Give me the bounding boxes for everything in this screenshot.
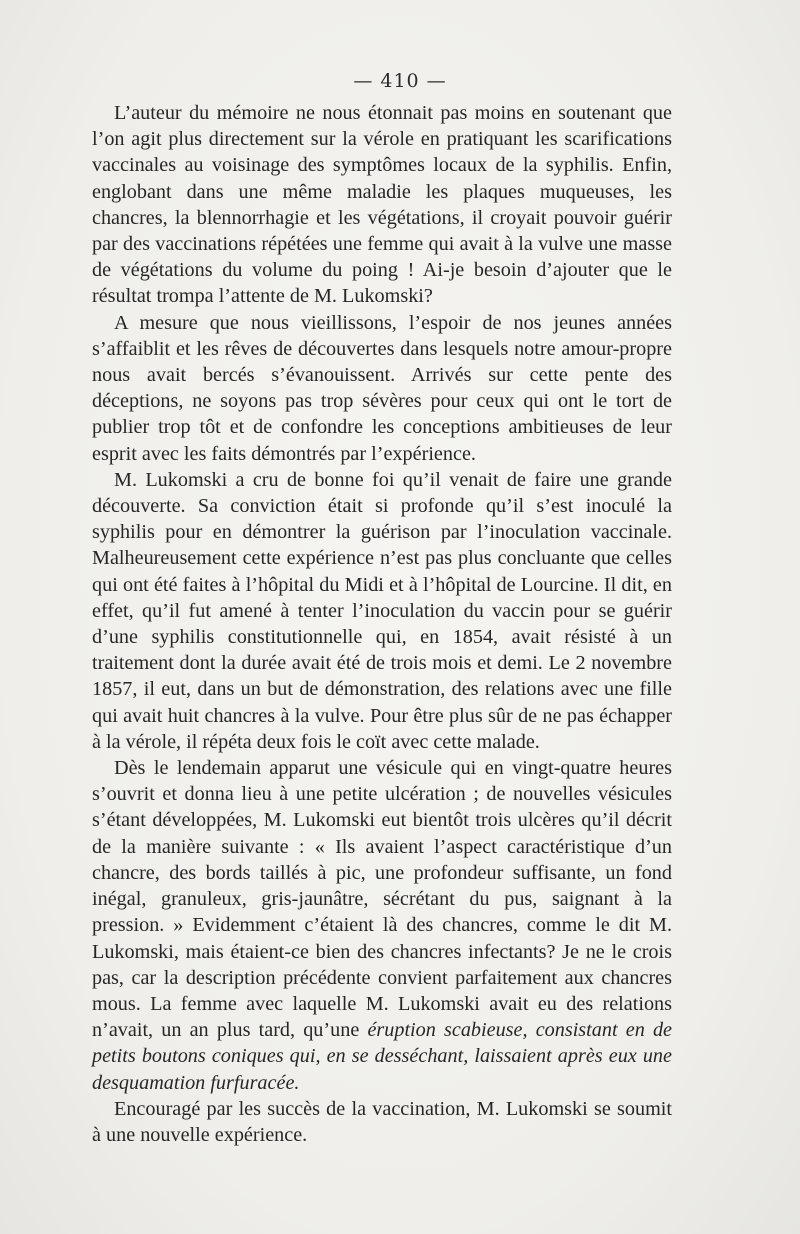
paragraph-3: M. Lukomski a cru de bonne foi qu’il venait de faire une grande découverte. Sa conviction était si profonde qu’il s’est inoculé la syphilis pour en démontrer la guérison par l’inoculation vaccinale. Malheureusement cette expérience n’est pas plus concluante que celles qui ont été faites à l’hôpital du Midi et à l’hôpital de Lourcine. Il dit, en effet, qu’il fut amené à tenter l’inoculation du vaccin pour se guérir d’une syphilis constitutionnelle qui, en 1854, avait résisté à un traitement dont la durée avait été de trois mois et demi. Le 2 novembre 1857, il eut, dans un but de démonstration, des relations avec une fille qui avait huit chancres à la vulve. Pour être plus sûr de ne pas échapper à la vérole, il répéta deux fois le coït avec cette malade.	[92, 468, 672, 753]
paragraph-1: L’auteur du mémoire ne nous étonnait pas moins en soutenant que l’on agit plus directement sur la vérole en pratiquant les scarifications vaccinales au voisinage des symptômes locaux de la syphilis. Enfin, englobant dans une même maladie les plaques muqueuses, les chancres, la blennorrhagie et les végétations, il croyait pouvoir guérir par des vaccinations répétées une femme qui avait à la vulve une masse de végétations du volume du poing ! Ai-je besoin d’ajouter que le résultat trompa l’attente de M. Lukomski?	[92, 102, 672, 308]
page-number: — 410 —	[353, 70, 447, 92]
paragraph-4-text: Dès le lendemain apparut une vésicule qui en vingt-quatre heures s’ouvrit et donna lieu à une petite ulcération ; de nouvelles vésicules s’étant développées, M. Lukomski eut bientôt trois ulcères qu’il décrit de la manière suivante : « Ils avaient l’aspect caractéristique d’un chancre, des bords taillés à pic, une profondeur suffisante, un fond inégal, granuleux, gris-jaunâtre, sécrétant du pus, saignant à la pression. » Evidemment c’étaient là des chancres, comme le dit M. Lukomski, mais étaient-ce bien des chancres infectants? Je ne le crois pas, car la description précédente convient parfaitement aux chancres mous. La femme avec laquelle M. Lukomski avait eu des relations n’avait, un an plus tard, qu’une	[92, 757, 672, 1042]
paragraph-2: A mesure que nous vieillissons, l’espoir de nos jeunes années s’affaiblit et les rêves de découvertes dans lesquels notre amour-propre nous avait bercés s’évanouissent. Arrivés sur cette pente des déceptions, ne soyons pas trop sévères pour ceux qui ont le tort de publier trop tôt et de confondre les conceptions ambitieuses de leur esprit avec les faits démontrés par l’expérience.	[92, 311, 672, 465]
paragraph-4-italic-quote: éruption scabieuse, consistant en de petits boutons coniques qui, en se desséchant, laissaient après eux une desquamation furfuracée.	[92, 1019, 672, 1094]
paragraph-4	[92, 755, 672, 1096]
paragraph-5: Encouragé par les succès de la vaccination, M. Lukomski se soumit à une nouvelle expérience.	[92, 1097, 672, 1146]
body-text	[92, 100, 672, 1148]
